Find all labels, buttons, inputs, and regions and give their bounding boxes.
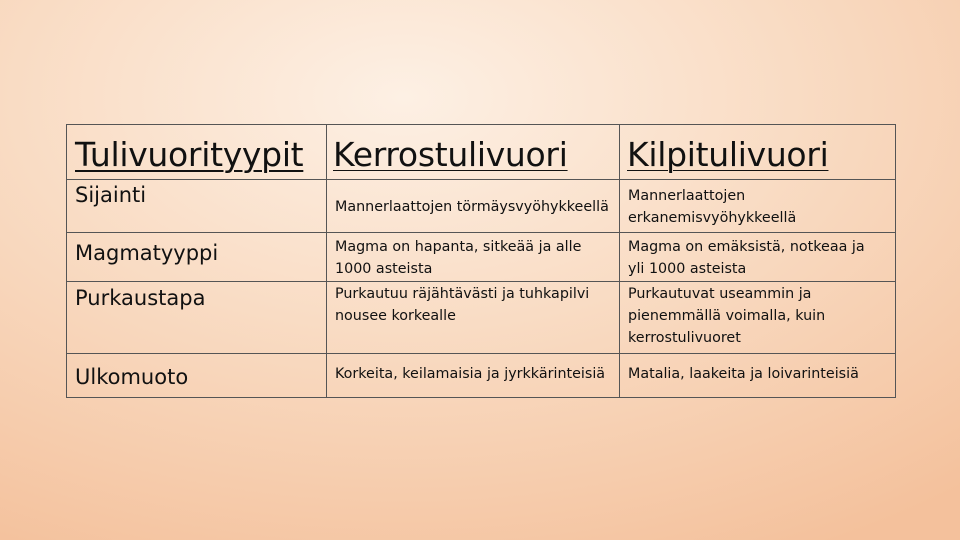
- table-row: [67, 180, 896, 233]
- table-row: [67, 354, 896, 398]
- row-label-location: Sijainti: [75, 183, 147, 207]
- volcano-comparison-table: [66, 124, 896, 398]
- cell-stratovolcano-shape: Korkeita, keilamaisia ja jyrkkärinteisiä: [335, 366, 606, 382]
- cell-shield-magma: Magma on emäksistä, notkeaa ja yli 1000 asteista: [628, 239, 865, 277]
- cell-stratovolcano-eruption: Purkautuu räjähtävästi ja tuhkapilvi nousee korkealle: [335, 286, 590, 324]
- table-row: [67, 282, 896, 354]
- header-volcano-types: Tulivuorityypit: [75, 135, 304, 174]
- cell-shield-eruption: Purkautuvat useammin ja pienemmällä voimalla, kuin kerrostulivuoret: [628, 286, 826, 346]
- row-label-eruption-style: Purkaustapa: [75, 286, 206, 310]
- table-header-row: [67, 125, 896, 180]
- table-row: [67, 233, 896, 282]
- cell-shield-location: Mannerlaattojen erkanemisvyöhykkeellä: [628, 188, 797, 226]
- row-label-shape: Ulkomuoto: [75, 365, 189, 389]
- header-stratovolcano: Kerrostulivuori: [333, 135, 568, 174]
- row-label-magma-type: Magmatyyppi: [75, 241, 219, 265]
- cell-stratovolcano-location: Mannerlaattojen törmäysvyöhykkeellä: [335, 199, 609, 215]
- cell-stratovolcano-magma: Magma on hapanta, sitkeää ja alle 1000 asteista: [335, 239, 582, 277]
- cell-shield-shape: Matalia, laakeita ja loivarinteisiä: [628, 366, 859, 382]
- header-shield-volcano: Kilpitulivuori: [627, 135, 829, 174]
